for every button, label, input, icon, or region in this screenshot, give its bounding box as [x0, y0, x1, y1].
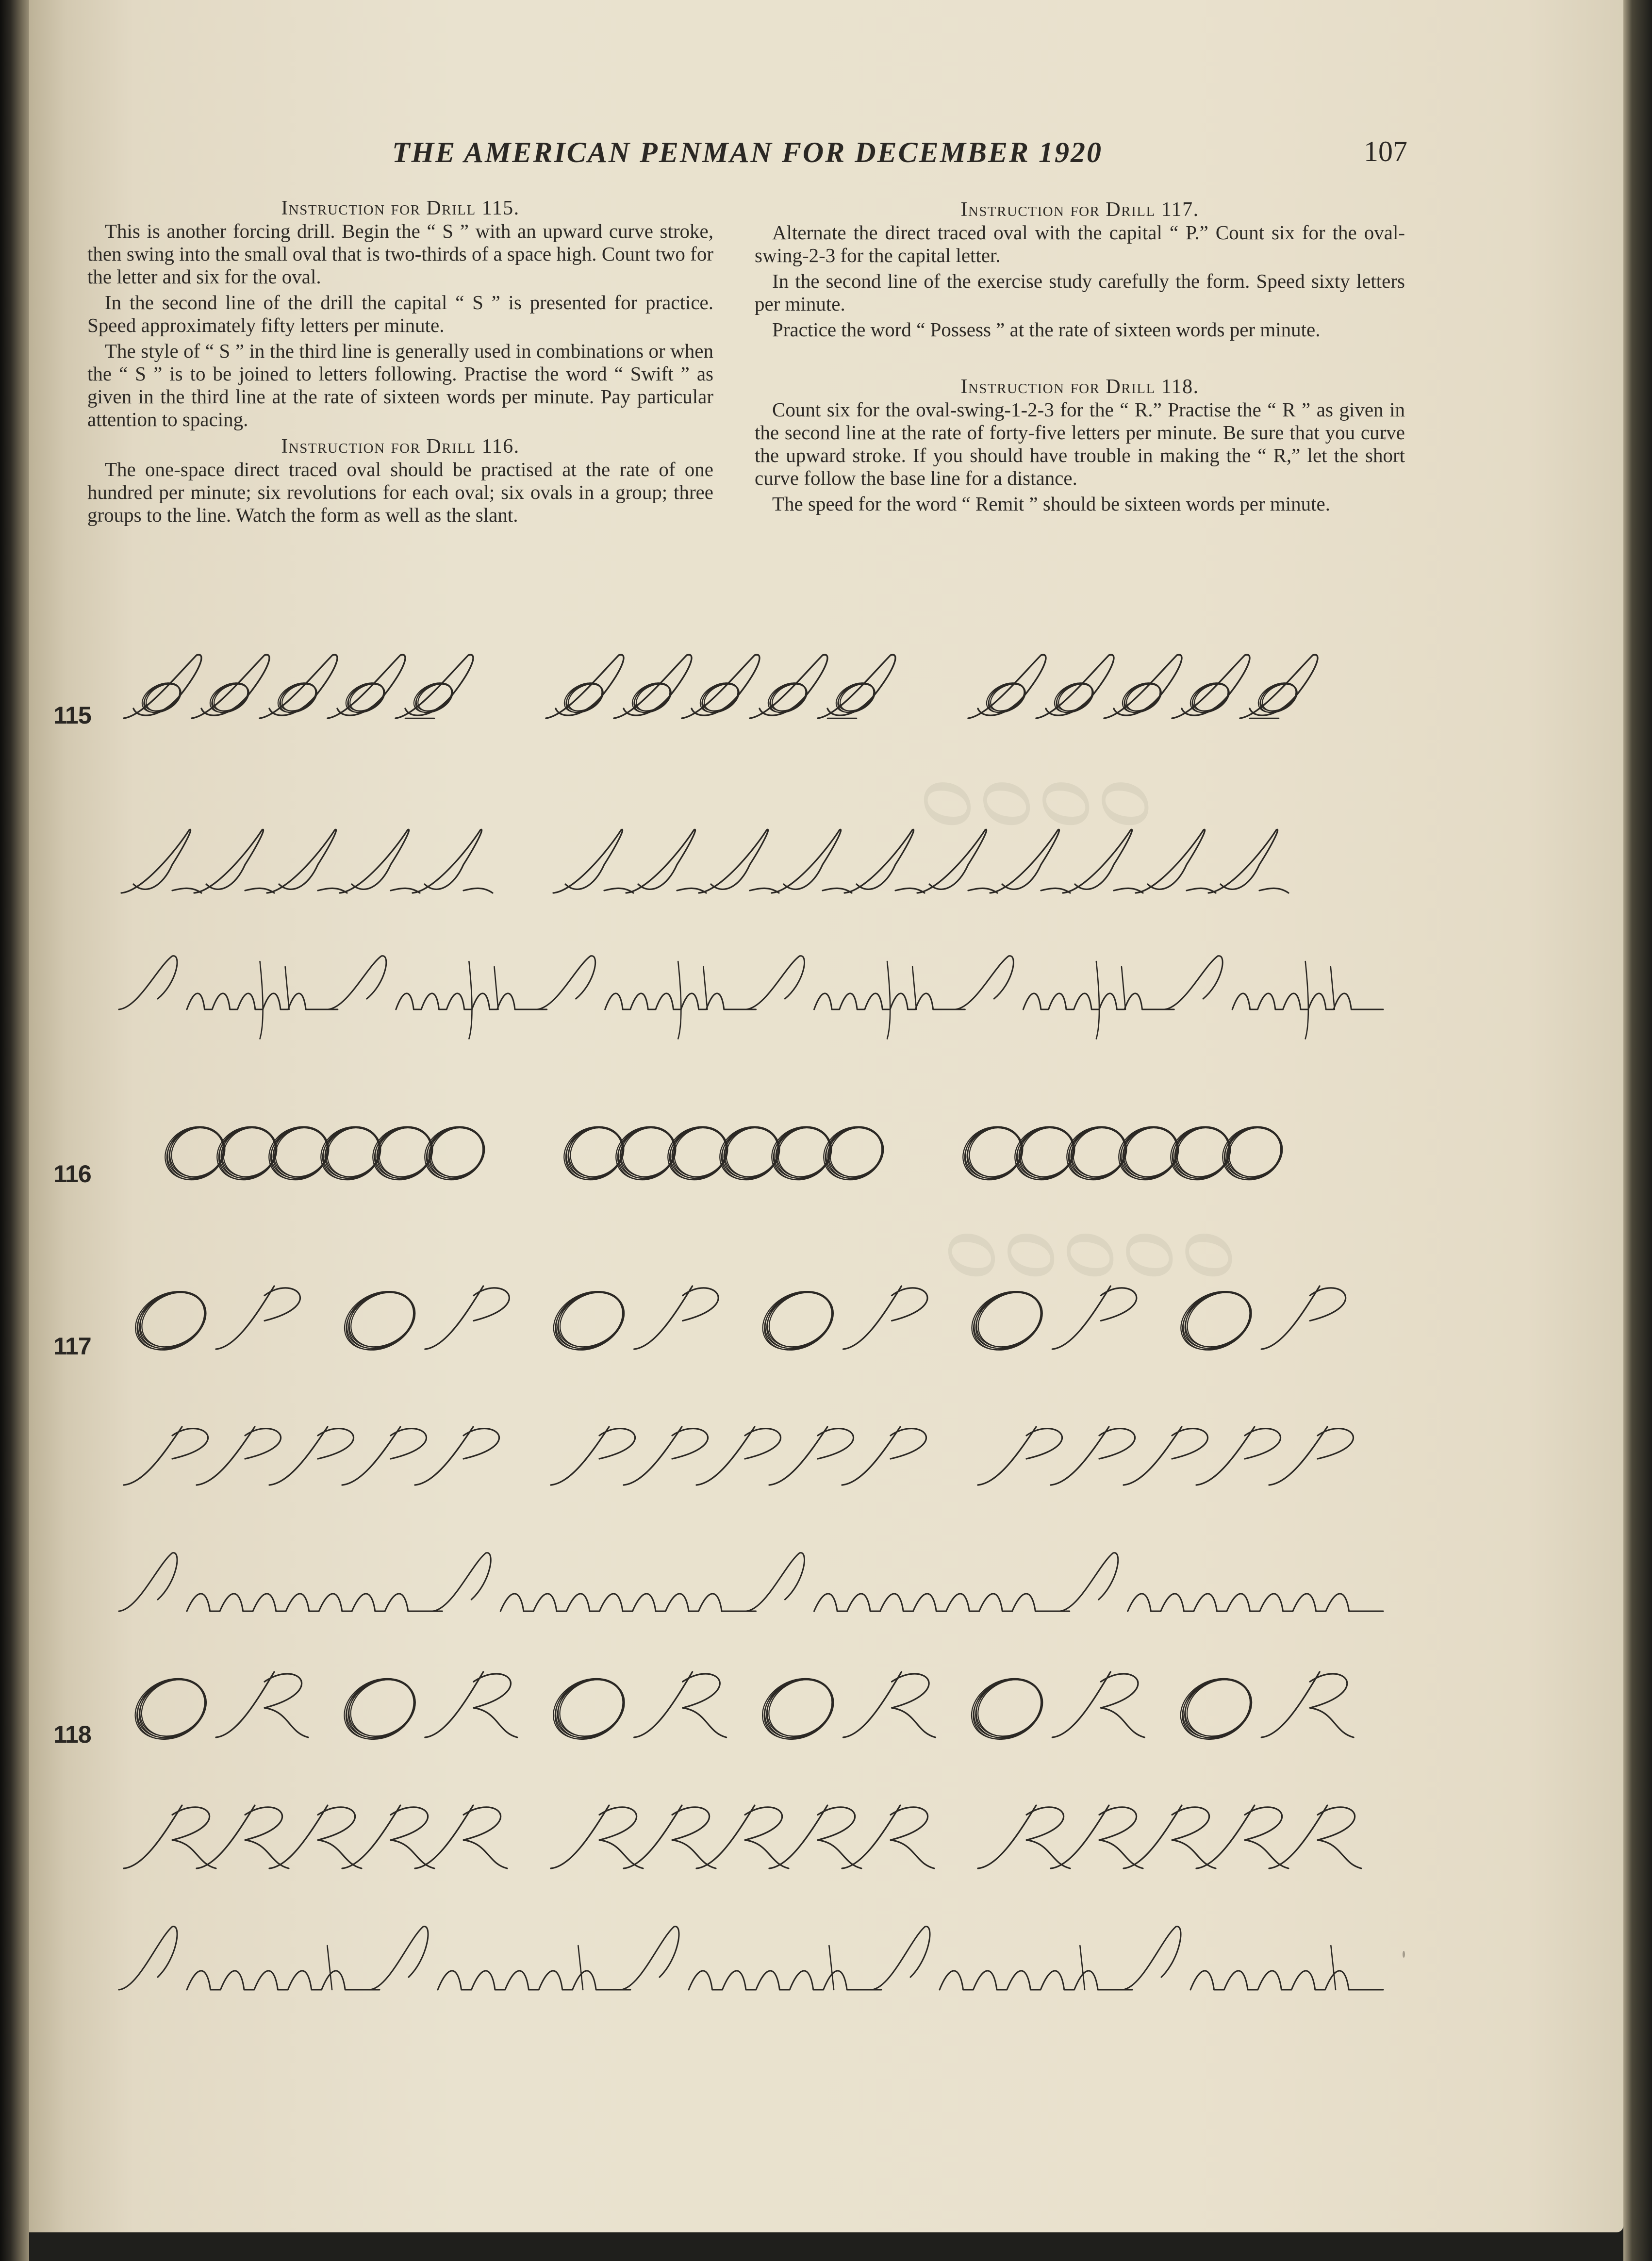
section-heading-drill-118: Instruction for Drill 118. — [960, 376, 1199, 398]
drill-117-line-1 — [125, 1280, 1346, 1361]
drill-118-line-1 — [125, 1667, 1354, 1751]
running-head: THE AMERICAN PENMAN FOR DECEMBER 1920 — [392, 136, 1103, 168]
paragraph: The style of “ S ” in the third line is generally used in combinations or when the “ S ” is to be joined to letters following. Practise the word “ Swift ” as given in the third line at the rate of sixteen words per minute. Pay particular attention to spacing. — [87, 340, 713, 430]
drill-number-118: 118 — [53, 1721, 91, 1748]
drill-117-line-3 — [119, 1553, 1383, 1611]
show-through-ghost: ᴑᴑᴑᴑ — [922, 740, 1159, 847]
drill-116-line-1 — [156, 1117, 1291, 1189]
paragraph: In the second line of the exercise study carefully the form. Speed sixty letters per minute. — [755, 270, 1405, 315]
drill-115-line-1 — [124, 655, 1318, 718]
drill-117-line-2 — [124, 1427, 1354, 1485]
page-number: 107 — [1364, 135, 1407, 167]
paragraph: The one-space direct traced oval should be practised at the rate of one hundred per minute; six revolutions for each oval; six ovals in a group; three groups to the line. Watch the form as well as the slant. — [87, 458, 713, 526]
paper-speck — [1383, 437, 1386, 440]
drill-number-115: 115 — [53, 702, 91, 729]
section-heading-drill-116: Instruction for Drill 116. — [281, 435, 520, 458]
drill-number-117: 117 — [53, 1333, 91, 1360]
drill-118-line-2 — [124, 1805, 1361, 1868]
drill-115-line-3 — [119, 956, 1383, 1039]
drill-115-line-2 — [121, 829, 1289, 893]
section-heading-drill-115: Instruction for Drill 115. — [281, 197, 520, 219]
paragraph: Practice the word “ Possess ” at the rate of sixteen words per minute. — [772, 318, 1321, 341]
paragraph: This is another forcing drill. Begin the “ S ” with an upward curve stroke, then swing into the small oval that is two-thirds of a space high. Count two for the letter and six for the oval. — [87, 220, 713, 288]
section-heading-drill-117: Instruction for Drill 117. — [960, 198, 1199, 221]
show-through-ghost: ᴑᴑᴑᴑᴑ — [946, 1191, 1243, 1298]
paragraph: Alternate the direct traced oval with the capital “ P.” Count six for the oval-swing-2-3 for the capital letter. — [755, 221, 1405, 266]
paragraph: The speed for the word “ Remit ” should be sixteen words per minute. — [772, 493, 1330, 515]
paper-speck — [1403, 1951, 1405, 1958]
paragraph: Count six for the oval-swing-1-2-3 for the “ R.” Practise the “ R ” as given in the second line at the rate of forty-five letters per minute. Be sure that you curve the upward stroke. If you should have trouble in making the “ R,” let the short curve follow the base line for a distance. — [755, 398, 1405, 489]
paragraph: In the second line of the drill the capital “ S ” is presented for practice. Speed approximately fifty letters per minute. — [87, 291, 713, 336]
drill-118-line-3 — [119, 1927, 1383, 1990]
drill-number-116: 116 — [53, 1160, 91, 1188]
